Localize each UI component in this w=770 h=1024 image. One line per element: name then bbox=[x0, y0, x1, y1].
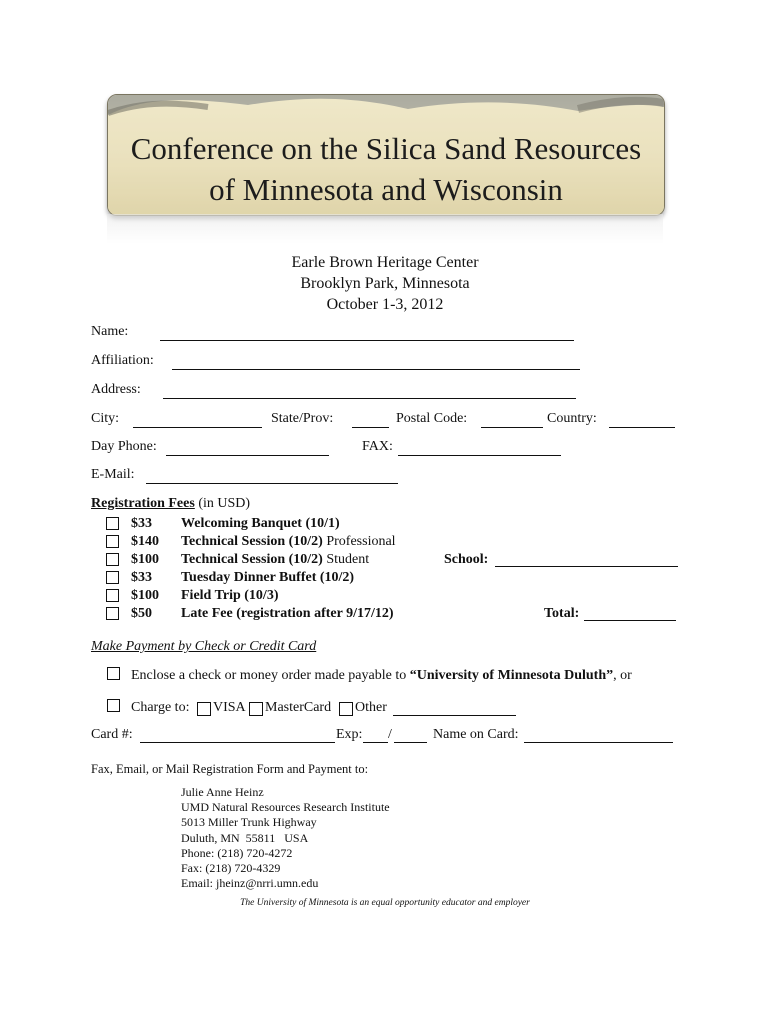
country-label: Country: bbox=[547, 411, 597, 426]
fee-label bbox=[181, 533, 396, 551]
fee-label-text: Tuesday Dinner Buffet (10/2) bbox=[181, 570, 355, 585]
title-line-1: Conference on the Silica Sand Resources bbox=[130, 131, 642, 166]
contact-line: 5013 Miller Trunk Highway bbox=[181, 815, 317, 830]
mastercard-checkbox[interactable] bbox=[249, 702, 263, 716]
name-on-card-label: Name on Card: bbox=[433, 727, 519, 742]
card-number-field[interactable] bbox=[140, 742, 335, 743]
contact-intro: Fax, Email, or Mail Registration Form and Payment to: bbox=[91, 762, 369, 776]
header-banner bbox=[107, 94, 665, 216]
state-field[interactable] bbox=[352, 427, 389, 428]
fee-label-text: Technical Session (10/2) bbox=[181, 552, 323, 567]
check-option-checkbox[interactable] bbox=[107, 667, 120, 680]
footer-note: The University of Minnesota is an equal opportunity educator and employer bbox=[240, 898, 530, 908]
country-field[interactable] bbox=[609, 427, 675, 428]
fee-label-extra: Student bbox=[322, 552, 370, 567]
banner-reflection bbox=[107, 214, 663, 244]
name-on-card-field[interactable] bbox=[524, 742, 673, 743]
title-line-2: of Minnesota and Wisconsin bbox=[209, 172, 563, 207]
fee-checkbox-5[interactable] bbox=[106, 589, 119, 602]
city-label: City: bbox=[91, 411, 120, 426]
other-label: Other bbox=[355, 700, 387, 715]
postal-field[interactable] bbox=[481, 427, 543, 428]
payment-heading: Make Payment by Check or Credit Card bbox=[91, 639, 317, 654]
check-option-suffix: , or bbox=[613, 668, 632, 683]
fee-label-text: Technical Session (10/2) bbox=[181, 534, 323, 549]
fax-label: FAX: bbox=[362, 439, 393, 454]
fee-label-extra: Professional bbox=[322, 534, 396, 549]
charge-option-checkbox[interactable] bbox=[107, 699, 120, 712]
fee-price: $100 bbox=[131, 552, 159, 567]
fee-checkbox-3[interactable] bbox=[106, 553, 119, 566]
fees-heading-currency: (in USD) bbox=[194, 496, 251, 511]
fee-checkbox-4[interactable] bbox=[106, 571, 119, 584]
affiliation-field[interactable] bbox=[172, 369, 580, 370]
visa-checkbox[interactable] bbox=[197, 702, 211, 716]
state-label: State/Prov: bbox=[271, 411, 334, 426]
exp-label: Exp: bbox=[336, 727, 363, 742]
school-field[interactable] bbox=[495, 566, 678, 567]
other-checkbox[interactable] bbox=[339, 702, 353, 716]
venue-dates: October 1-3, 2012 bbox=[326, 296, 444, 313]
affiliation-label: Affiliation: bbox=[91, 353, 154, 368]
postal-label: Postal Code: bbox=[396, 411, 468, 426]
name-label: Name: bbox=[91, 324, 129, 339]
fax-field[interactable] bbox=[398, 455, 561, 456]
fee-label bbox=[181, 605, 394, 623]
total-label: Total: bbox=[544, 606, 580, 621]
total-field[interactable] bbox=[584, 620, 676, 621]
fee-checkbox-6[interactable] bbox=[106, 607, 119, 620]
page-title bbox=[108, 128, 664, 210]
check-option-prefix: Enclose a check or money order made payable to bbox=[131, 668, 410, 683]
card-number-label: Card #: bbox=[91, 727, 133, 742]
check-payee: “University of Minnesota Duluth” bbox=[409, 668, 614, 683]
contact-address bbox=[181, 785, 390, 891]
venue-name: Earle Brown Heritage Center bbox=[291, 254, 479, 271]
exp-month-field[interactable] bbox=[363, 742, 388, 743]
fee-price: $100 bbox=[131, 588, 159, 603]
fees-heading bbox=[91, 496, 250, 512]
contact-line: Julie Anne Heinz bbox=[181, 785, 264, 799]
day-phone-field[interactable] bbox=[166, 455, 329, 456]
contact-line: Fax: (218) 720-4329 bbox=[181, 861, 281, 876]
fee-price: $33 bbox=[131, 570, 152, 585]
fee-label bbox=[181, 569, 354, 587]
email-label: E-Mail: bbox=[91, 467, 135, 482]
fee-label-text: Welcoming Banquet (10/1) bbox=[181, 516, 340, 531]
contact-email: Email: jheinz@nrri.umn.edu bbox=[181, 876, 319, 891]
venue-city: Brooklyn Park, Minnesota bbox=[300, 275, 470, 292]
exp-separator: / bbox=[388, 727, 392, 742]
check-option-text bbox=[131, 668, 632, 684]
contact-line: UMD Natural Resources Research Institute bbox=[181, 800, 390, 815]
address-label: Address: bbox=[91, 382, 141, 397]
email-field[interactable] bbox=[146, 483, 398, 484]
fee-checkbox-2[interactable] bbox=[106, 535, 119, 548]
contact-line: Phone: (218) 720-4272 bbox=[181, 845, 293, 860]
city-field[interactable] bbox=[133, 427, 262, 428]
fee-label-text: Late Fee (registration after 9/17/12) bbox=[181, 606, 394, 621]
fee-label-text: Field Trip (10/3) bbox=[181, 588, 279, 603]
day-phone-label: Day Phone: bbox=[91, 439, 157, 454]
fee-label bbox=[181, 515, 340, 533]
fee-label bbox=[181, 587, 278, 605]
address-field[interactable] bbox=[163, 398, 576, 399]
fee-label bbox=[181, 551, 369, 569]
school-label: School: bbox=[444, 552, 489, 567]
fee-price: $50 bbox=[131, 606, 152, 621]
other-field[interactable] bbox=[393, 715, 516, 716]
contact-line: Duluth, MN 55811 USA bbox=[181, 830, 309, 845]
visa-label: VISA bbox=[213, 700, 246, 715]
charge-to-label: Charge to: bbox=[131, 700, 190, 715]
fees-heading-label: Registration Fees bbox=[91, 496, 195, 511]
fee-price: $33 bbox=[131, 516, 152, 531]
exp-year-field[interactable] bbox=[394, 742, 427, 743]
mastercard-label: MasterCard bbox=[265, 700, 332, 715]
name-field[interactable] bbox=[160, 340, 574, 341]
fee-price: $140 bbox=[131, 534, 159, 549]
fee-checkbox-1[interactable] bbox=[106, 517, 119, 530]
